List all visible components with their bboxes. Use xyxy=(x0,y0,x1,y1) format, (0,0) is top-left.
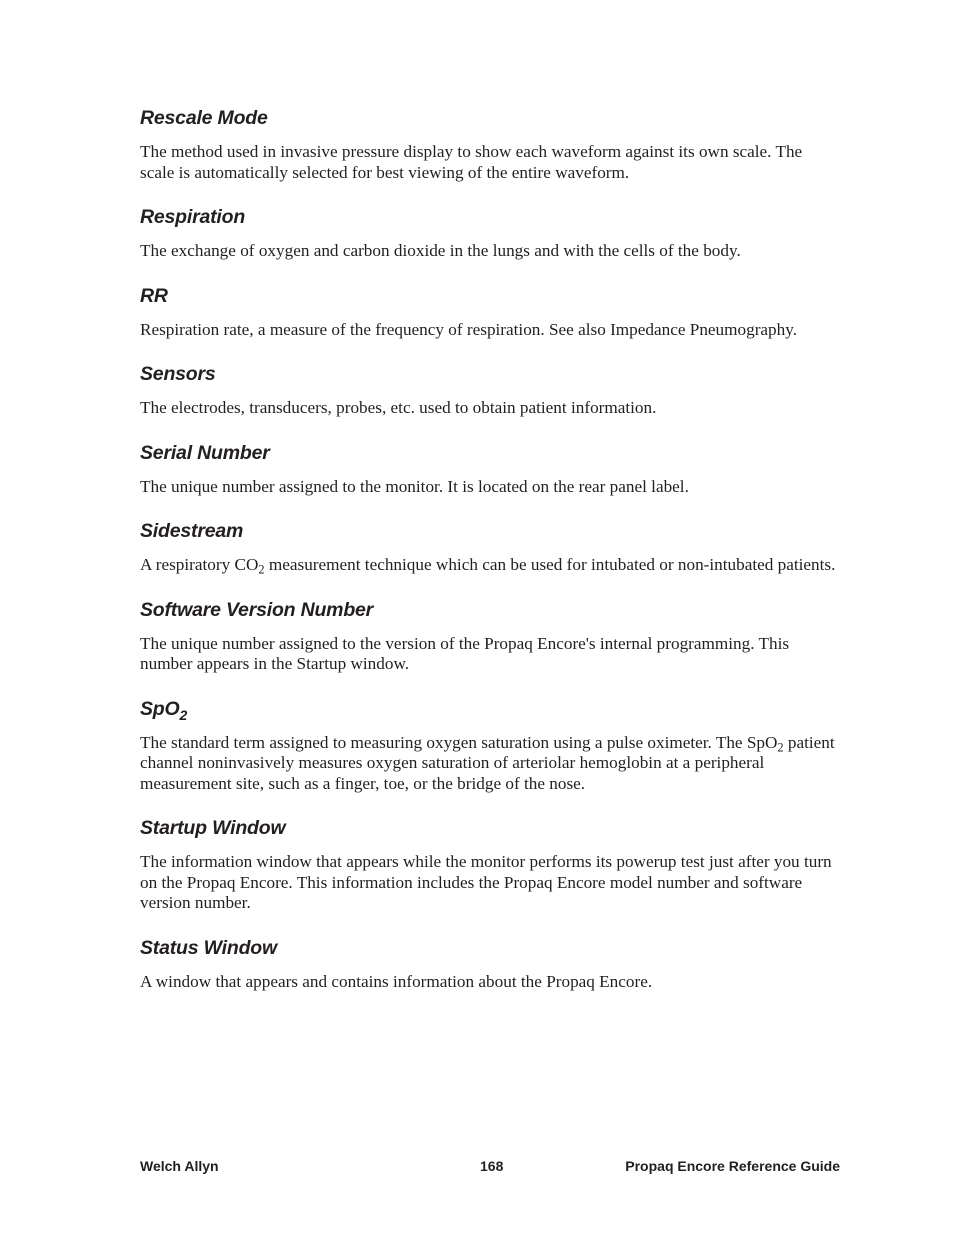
glossary-entry-sidestream xyxy=(140,517,840,576)
glossary-term: Sensors xyxy=(140,363,216,385)
definition-text: The standard term assigned to measuring oxygen saturation using a pulse oximeter. The SpO xyxy=(140,732,778,752)
subscript: 2 xyxy=(179,706,188,723)
glossary-definition: The exchange of oxygen and carbon dioxide in the lungs and with the cells of the body. xyxy=(140,241,741,260)
glossary-term: RR xyxy=(140,284,168,307)
definition-text: measurement technique which can be used for intubated or non-intubated patients. xyxy=(264,555,836,574)
glossary-entry-spo2 xyxy=(140,695,840,795)
glossary-term xyxy=(140,695,840,723)
glossary-entry-startup-window xyxy=(140,814,840,914)
glossary-definition xyxy=(140,733,840,795)
glossary-definition: The method used in invasive pressure display to show each waveform against its own scale. The scale is automatically selected for best viewing of the entire waveform. xyxy=(140,142,803,182)
glossary-term: Sidestream xyxy=(140,520,244,542)
glossary-entry-rescale-mode xyxy=(140,104,840,183)
glossary-entry-software-version-number xyxy=(140,596,840,675)
glossary-term: Rescale Mode xyxy=(140,107,268,129)
glossary-term: Status Window xyxy=(140,936,277,959)
glossary-definition: The unique number assigned to the monitor. It is located on the rear panel label. xyxy=(140,476,689,496)
glossary-definition: The unique number assigned to the version of the Propaq Encore's internal programming. This number appears in the Startup window. xyxy=(140,633,790,673)
glossary-entry-serial-number xyxy=(140,439,840,498)
footer-document-title: Propaq Encore Reference Guide xyxy=(625,1158,840,1174)
glossary-definition xyxy=(140,555,840,576)
glossary-entry-rr xyxy=(140,282,840,341)
page-footer xyxy=(140,1156,840,1176)
term-text: SpO xyxy=(140,697,180,720)
subscript: 2 xyxy=(777,740,784,755)
glossary-definition: The electrodes, transducers, probes, etc. used to obtain patient information. xyxy=(140,398,657,417)
glossary-body xyxy=(140,104,840,1012)
glossary-term: Startup Window xyxy=(140,817,286,839)
footer-company: Welch Allyn xyxy=(140,1158,219,1174)
glossary-term: Respiration xyxy=(140,206,246,228)
definition-text: A respiratory CO xyxy=(140,555,259,574)
footer-page-number: 168 xyxy=(480,1158,504,1174)
glossary-definition: Respiration rate, a measure of the frequency of respiration. See also Impedance Pneumography. xyxy=(140,319,798,339)
glossary-definition: The information window that appears while the monitor performs its powerup test just after you turn on the Propaq Encore. This information includes the Propaq Encore model number and software version number. xyxy=(140,852,832,912)
glossary-term: Serial Number xyxy=(140,441,270,464)
glossary-definition: A window that appears and contains information about the Propaq Encore. xyxy=(140,971,653,991)
subscript: 2 xyxy=(258,562,265,577)
glossary-entry-status-window xyxy=(140,934,840,993)
glossary-entry-respiration xyxy=(140,203,840,262)
glossary-term: Software Version Number xyxy=(140,598,374,621)
glossary-entry-sensors xyxy=(140,360,840,419)
definition-text: patient channel noninvasively measures oxygen saturation of arteriolar hemoglobin at a peripheral measurement site, such as a finger, toe, or the bridge of the nose. xyxy=(140,732,835,793)
